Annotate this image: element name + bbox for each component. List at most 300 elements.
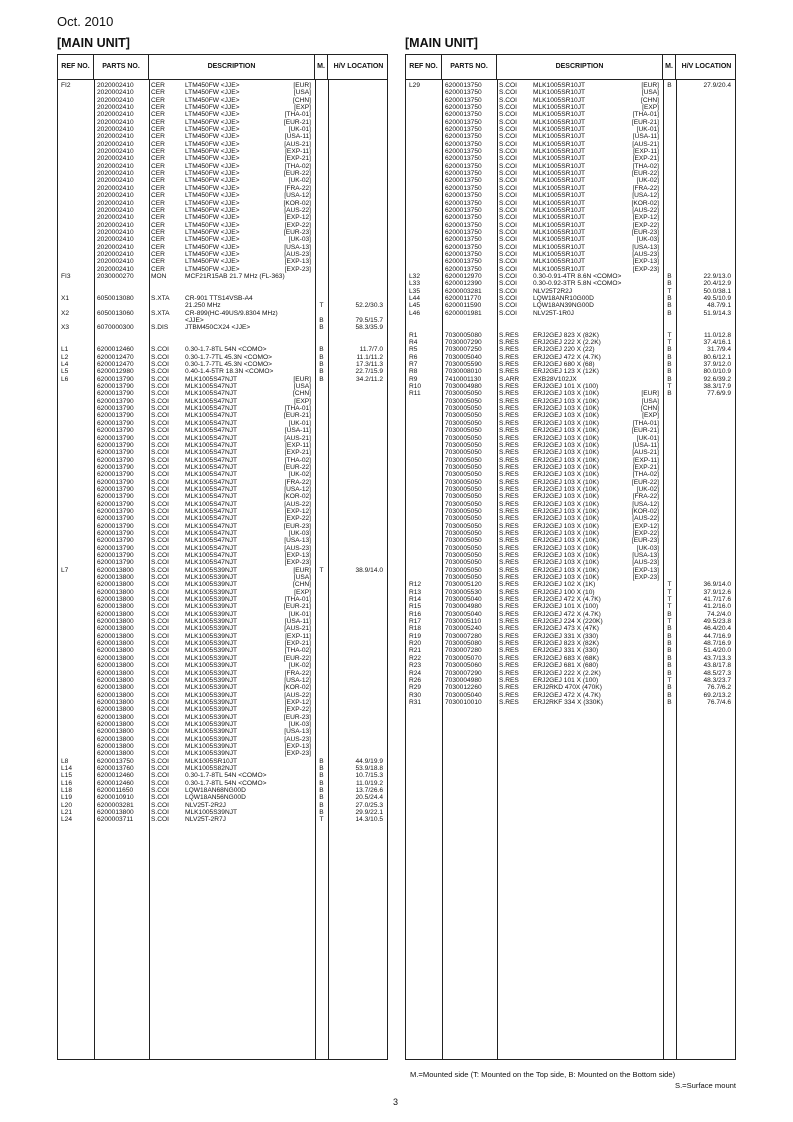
parts-no: 6200013800	[97, 566, 134, 574]
region: [EUR]	[293, 82, 311, 89]
location: 92.6/39.2	[703, 375, 731, 383]
description: ERJ2GEJ 472 X (4.7K)	[533, 596, 601, 604]
description: MLK1005SR10JT	[533, 82, 586, 89]
parts-no: 2020002410	[97, 170, 134, 178]
part-type: S.RES	[499, 640, 519, 648]
table-row	[406, 699, 735, 706]
description: NLV25T-2R2J	[185, 801, 226, 809]
location: 27.9/20.4	[703, 82, 731, 89]
part-type: S.COI	[499, 111, 517, 119]
part-type: S.DIS	[151, 324, 169, 332]
table-row	[406, 427, 735, 434]
mounted-side: B	[667, 375, 672, 383]
mounted-side: T	[667, 596, 672, 604]
region: [EXP-23]	[632, 265, 659, 273]
table-row	[58, 383, 387, 390]
part-type: S.RES	[499, 346, 519, 354]
part-type: S.RES	[499, 331, 519, 339]
description: LTM450FW <JJE>	[185, 221, 240, 229]
part-type: CER	[151, 104, 165, 112]
table-row	[58, 772, 387, 779]
description: MLK1005S39NJT	[185, 742, 238, 750]
parts-no: 6200013750	[445, 214, 482, 222]
description: LTM450FW <JJE>	[185, 250, 240, 258]
part-type: S.RES	[499, 507, 519, 515]
table-row	[58, 97, 387, 104]
table-row	[58, 603, 387, 610]
mounted-side: B	[667, 684, 672, 692]
parts-no: 7030007280	[445, 632, 482, 640]
region: [USA]	[641, 89, 659, 97]
region: [UK-01]	[288, 126, 311, 134]
region: [EXP]	[642, 412, 659, 420]
parts-no: 6200013790	[97, 427, 134, 435]
table-row	[58, 236, 387, 243]
description: 0.30-1.7-8TL 54N <COMO>	[185, 779, 267, 787]
footnote: M.=Mounted side (T: Mounted on the Top side, B: Mounted on the Bottom side)	[410, 1070, 676, 1079]
part-type: S.COI	[499, 236, 517, 244]
description: LTM450FW <JJE>	[185, 236, 240, 244]
description: ERJ2GEJ 472 X (4.7K)	[533, 353, 601, 361]
header-mounted: M.	[315, 55, 328, 79]
parts-no: 6200013800	[97, 713, 134, 721]
table-row	[406, 119, 735, 126]
part-type: S.RES	[499, 405, 519, 413]
region: [THA-02]	[632, 471, 659, 479]
part-type: CER	[151, 258, 165, 266]
location: 37.4/16.1	[703, 339, 731, 347]
parts-no: 7030005040	[445, 691, 482, 699]
ref-no: L21	[61, 809, 73, 817]
part-type: CER	[151, 140, 165, 148]
region: [USA]	[293, 383, 311, 391]
description: ERJ2GEJ 103 X (10K)	[533, 522, 599, 530]
description: MLK1005S39NJT	[185, 603, 238, 611]
region: [EUR-22]	[631, 478, 659, 486]
part-type: S.RES	[499, 463, 519, 471]
part-type: S.COI	[499, 118, 517, 126]
part-type: S.RES	[499, 632, 519, 640]
region: [EXP-11]	[285, 632, 311, 640]
table-row	[406, 273, 735, 280]
parts-no: 6200013800	[97, 662, 134, 670]
description: ERJ2GEJ 220 X (22)	[533, 346, 595, 354]
part-type: S.COI	[151, 669, 169, 677]
part-type: S.RES	[499, 596, 519, 604]
location: 48.7/9.1	[707, 302, 731, 310]
table-row	[406, 390, 735, 397]
description: CR-901 TTS14VSB-A4	[185, 294, 253, 302]
part-type: S.COI	[151, 368, 169, 376]
mounted-side: B	[667, 390, 672, 398]
part-type: S.RES	[499, 581, 519, 589]
parts-no: 2020002410	[97, 111, 134, 119]
table-row	[58, 493, 387, 500]
part-type: S.COI	[151, 618, 169, 626]
part-type: S.COI	[151, 537, 169, 545]
parts-no: 6200013790	[97, 478, 134, 486]
location: 10.7/15.3	[355, 772, 383, 780]
part-type: S.RES	[499, 456, 519, 464]
mounted-side: B	[667, 662, 672, 670]
parts-no: 6200003281	[445, 287, 482, 295]
mounted-side: T	[667, 676, 672, 684]
description: MLK1005SR10JT	[533, 126, 586, 134]
description: JTBM450CX24 <JJE>	[185, 324, 251, 332]
parts-no: 7030005050	[445, 559, 482, 567]
table-row	[58, 699, 387, 706]
parts-no: 6200013750	[445, 250, 482, 258]
description: ERJ2GEJ 103 X (10K)	[533, 559, 599, 567]
region: [USA-11]	[284, 133, 311, 141]
part-type: S.COI	[151, 522, 169, 530]
location: 11.0/19.2	[355, 779, 383, 787]
parts-no: 6200013750	[445, 206, 482, 214]
mounted-side: B	[667, 610, 672, 618]
parts-no: 6200013790	[97, 390, 134, 398]
description: MLK1005S39NJT	[185, 632, 238, 640]
table-row	[406, 214, 735, 221]
region: [THA-02]	[632, 162, 659, 170]
table-row	[406, 170, 735, 177]
table-row	[58, 126, 387, 133]
description: MLK1005SR10JT	[533, 214, 586, 222]
description: MLK1005S47NJT	[185, 419, 238, 427]
region: [UK-01]	[636, 126, 659, 134]
table-row	[58, 442, 387, 449]
ref-no: L19	[61, 794, 73, 802]
location: 38.3/17.9	[703, 383, 731, 391]
part-type: CER	[151, 170, 165, 178]
part-type: S.COI	[151, 816, 169, 824]
table-row	[58, 89, 387, 96]
table-row	[406, 133, 735, 140]
parts-no: 7030004980	[445, 383, 482, 391]
section-title-left: [MAIN UNIT]	[57, 36, 130, 50]
part-type: S.XTA	[151, 294, 170, 302]
parts-no: 2020002410	[97, 258, 134, 266]
region: [AUS-22]	[632, 515, 659, 523]
parts-no: 7030005050	[445, 427, 482, 435]
description: ERJ2GEJ 103 X (10K)	[533, 574, 599, 582]
description: MLK1005S39NJT	[185, 713, 238, 721]
location: 41.7/17.6	[703, 596, 731, 604]
location: 46.4/20.4	[703, 625, 731, 633]
region: [EUR-22]	[283, 170, 311, 178]
part-type: S.COI	[151, 375, 169, 383]
ref-no: L6	[61, 375, 69, 383]
part-type: CER	[151, 221, 165, 229]
table-row	[406, 471, 735, 478]
parts-no: 6200013800	[97, 720, 134, 728]
table-row	[58, 346, 387, 353]
description: MLK1005SR10JT	[533, 243, 586, 251]
table-row	[406, 567, 735, 574]
region: [EXP-13]	[284, 258, 311, 266]
part-type: MON	[151, 272, 167, 280]
part-type: S.RES	[499, 361, 519, 369]
table-row	[406, 288, 735, 295]
parts-no: 6200013750	[445, 111, 482, 119]
part-type: CER	[151, 118, 165, 126]
mounted-side: B	[667, 669, 672, 677]
part-type: S.COI	[499, 206, 517, 214]
parts-no: 2020002410	[97, 133, 134, 141]
table-row	[58, 412, 387, 419]
table-row	[58, 809, 387, 816]
description: ERJ2GEJ 103 X (10K)	[533, 493, 599, 501]
region: [AUS-22]	[284, 206, 311, 214]
table-row	[406, 207, 735, 214]
table-row	[406, 633, 735, 640]
description: ERJ2GEJ 222 X (2.2K)	[533, 339, 601, 347]
table-row	[406, 222, 735, 229]
parts-no: 6200013800	[97, 654, 134, 662]
description: ERJ2GEJ 103 X (10K)	[533, 529, 599, 537]
parts-no: 7030005050	[445, 493, 482, 501]
ref-no: FI3	[61, 272, 71, 280]
table-row	[406, 537, 735, 544]
parts-no: 7030005240	[445, 625, 482, 633]
part-type: S.COI	[151, 691, 169, 699]
ref-no: L1	[61, 346, 69, 354]
part-type: S.COI	[499, 243, 517, 251]
part-type: S.COI	[151, 698, 169, 706]
part-type: S.RES	[499, 493, 519, 501]
region: [AUS-23]	[284, 250, 311, 258]
description: ERJ2GEJ 103 X (10K)	[533, 485, 599, 493]
description: LTM450FW <JJE>	[185, 228, 240, 236]
description: LTM450FW <JJE>	[185, 133, 240, 141]
mounted-side: B	[667, 353, 672, 361]
parts-no: 2020002410	[97, 192, 134, 200]
ref-no: L2	[61, 353, 69, 361]
parts-no: 6200013750	[445, 177, 482, 185]
description: MLK1005SR10JT	[533, 170, 586, 178]
description: 0.30-1.7-8TL 54N <COMO>	[185, 346, 267, 354]
description: ERJ2GEJ 472 X (4.7K)	[533, 691, 601, 699]
description: ERJ2GEJ 823 X (82K)	[533, 640, 599, 648]
table-row	[58, 163, 387, 170]
description: ERJ2GEJ 103 X (10K)	[533, 537, 599, 545]
header-ref: REF NO.	[58, 55, 94, 79]
part-type: S.COI	[151, 794, 169, 802]
table-row	[406, 155, 735, 162]
header-ref: REF NO.	[406, 55, 442, 79]
parts-no: 2020002410	[97, 140, 134, 148]
table-row	[58, 765, 387, 772]
part-type: S.COI	[151, 581, 169, 589]
parts-no: 6200013790	[97, 463, 134, 471]
parts-no: 2020002410	[97, 148, 134, 156]
description: MLK1005S39NJT	[185, 654, 238, 662]
region: [EXP-23]	[284, 750, 311, 758]
description: MLK1005SR10JT	[533, 192, 586, 200]
table-row	[406, 603, 735, 610]
description: MLK1005S39NJT	[185, 684, 238, 692]
region: [EXP]	[642, 104, 659, 112]
table-row	[406, 581, 735, 588]
parts-no: 6200013800	[97, 625, 134, 633]
table-row	[58, 310, 387, 317]
table-row	[406, 229, 735, 236]
table-row	[406, 640, 735, 647]
table-row	[58, 618, 387, 625]
part-type: S.RES	[499, 662, 519, 670]
part-type: CER	[151, 162, 165, 170]
table-row	[58, 545, 387, 552]
ref-no: R17	[409, 618, 422, 626]
table-row	[58, 295, 387, 302]
ref-no: R11	[409, 390, 421, 398]
description: ERJ2RKF 334 X (330K)	[533, 698, 603, 706]
description: ERJ2GEJ 472 X (4.7K)	[533, 610, 601, 618]
table-row	[406, 552, 735, 559]
region: [USA]	[293, 89, 311, 97]
parts-no: 6200013800	[97, 574, 134, 582]
region: [THA-02]	[284, 162, 311, 170]
mounted-side: T	[667, 383, 672, 391]
part-type: S.RES	[499, 654, 519, 662]
description: MLK1005SR10JT	[185, 757, 238, 765]
description: MLK1005S39NJT	[185, 669, 238, 677]
description: ERJ2GEJ 103 X (10K)	[533, 441, 599, 449]
header-parts: PARTS NO.	[442, 55, 497, 79]
description: MLK1005S47NJT	[185, 493, 238, 501]
parts-no: 6200013790	[97, 493, 134, 501]
table-row	[406, 435, 735, 442]
ref-no: R16	[409, 610, 422, 618]
table-row	[58, 611, 387, 618]
region: [UK-03]	[288, 236, 311, 244]
table-row	[406, 339, 735, 346]
table-row	[406, 398, 735, 405]
parts-no: 6200013800	[97, 750, 134, 758]
table-row	[58, 427, 387, 434]
parts-no: 2020002410	[97, 250, 134, 258]
table-row	[58, 559, 387, 566]
description: MLK1005SR10JT	[533, 133, 586, 141]
part-type: S.RES	[499, 427, 519, 435]
region: [EUR-21]	[631, 427, 659, 435]
part-type: S.COI	[151, 787, 169, 794]
region: [EUR-23]	[283, 713, 311, 721]
part-type: S.COI	[151, 809, 169, 817]
part-type: S.COI	[499, 309, 517, 317]
part-type: S.COI	[151, 720, 169, 728]
table-row	[58, 677, 387, 684]
region: [AUS-23]	[284, 735, 311, 743]
parts-no: 7030005530	[445, 588, 482, 596]
part-type: S.RES	[499, 625, 519, 633]
parts-no: 6200013750	[445, 192, 482, 200]
region: [EXP-12]	[632, 214, 659, 222]
date-label: Oct. 2010	[57, 14, 114, 29]
parts-no: 2020002410	[97, 155, 134, 163]
parts-no: 6200013800	[97, 728, 134, 736]
parts-table-right	[405, 54, 736, 1060]
table-row	[58, 200, 387, 207]
part-type: S.COI	[151, 449, 169, 457]
ref-no: L7	[61, 566, 69, 574]
part-type: S.COI	[151, 463, 169, 471]
mounted-side: B	[319, 757, 324, 765]
description: MLK1005SR10JT	[533, 177, 586, 185]
mounted-side: B	[319, 779, 324, 787]
description: ERJ2GEJ 102 X (1K)	[533, 581, 596, 589]
description: <JJE>	[185, 317, 204, 324]
table-row	[58, 82, 387, 89]
mounted-side: B	[667, 346, 672, 354]
parts-no: 6200010910	[97, 794, 134, 802]
parts-no: 7030005050	[445, 537, 482, 545]
header-description: DESCRIPTION	[149, 55, 315, 79]
parts-no: 7030005050	[445, 566, 482, 574]
description: MLK1005S47NJT	[185, 412, 238, 420]
table-row	[406, 192, 735, 199]
description: MLK1005SR10JT	[533, 89, 586, 97]
region: [EXP-13]	[284, 742, 311, 750]
parts-no: 7410001130	[445, 375, 482, 383]
header-parts: PARTS NO.	[94, 55, 149, 79]
table-row	[58, 596, 387, 603]
parts-no: 2020002410	[97, 236, 134, 244]
ref-no: R4	[409, 339, 418, 347]
parts-no: 2020002410	[97, 177, 134, 185]
region: [EXP-11]	[285, 148, 311, 156]
description: MLK1005S47NJT	[185, 463, 238, 471]
description: ERJ2GEJ 683 X (68K)	[533, 654, 599, 662]
region: [EXP-12]	[284, 214, 311, 222]
region: [UK-03]	[636, 236, 659, 244]
location: 44.7/16.9	[703, 632, 731, 640]
parts-no: 2020002410	[97, 199, 134, 207]
table-row	[58, 501, 387, 508]
table-row	[58, 420, 387, 427]
description: ERJ2GEJ 103 X (10K)	[533, 515, 599, 523]
region: [EUR-23]	[283, 228, 311, 236]
parts-no: 6200013750	[445, 126, 482, 134]
mounted-side: B	[319, 375, 324, 383]
description: LTM450FW <JJE>	[185, 258, 240, 266]
parts-no: 7030004980	[445, 603, 482, 611]
description: MLK1005S39NJT	[185, 618, 238, 626]
description: MLK1005S39NJT	[185, 596, 238, 604]
description: ERJ2GEJ 681 X (680)	[533, 662, 599, 670]
region: [CHN]	[641, 405, 659, 413]
region: [USA-12]	[284, 676, 311, 684]
table-row	[406, 361, 735, 368]
part-type: S.RES	[499, 529, 519, 537]
region: [EUR]	[641, 82, 659, 89]
mounted-side: B	[667, 698, 672, 706]
table-row	[58, 435, 387, 442]
location: 36.9/14.0	[703, 581, 731, 589]
description: MLK1005SR10JT	[533, 162, 586, 170]
table-row	[58, 280, 387, 287]
parts-no: 7030005590	[445, 361, 482, 369]
description: MLK1005S47NJT	[185, 544, 238, 552]
description: LTM450FW <JJE>	[185, 265, 240, 273]
parts-no: 6200013790	[97, 559, 134, 567]
description: LTM450FW <JJE>	[185, 192, 240, 200]
mounted-side: B	[667, 302, 672, 310]
table-row	[406, 97, 735, 104]
table-row	[58, 104, 387, 111]
description: NLV25T-1R0J	[533, 309, 574, 317]
table-row	[406, 280, 735, 287]
description: MLK1005S47NJT	[185, 383, 238, 391]
